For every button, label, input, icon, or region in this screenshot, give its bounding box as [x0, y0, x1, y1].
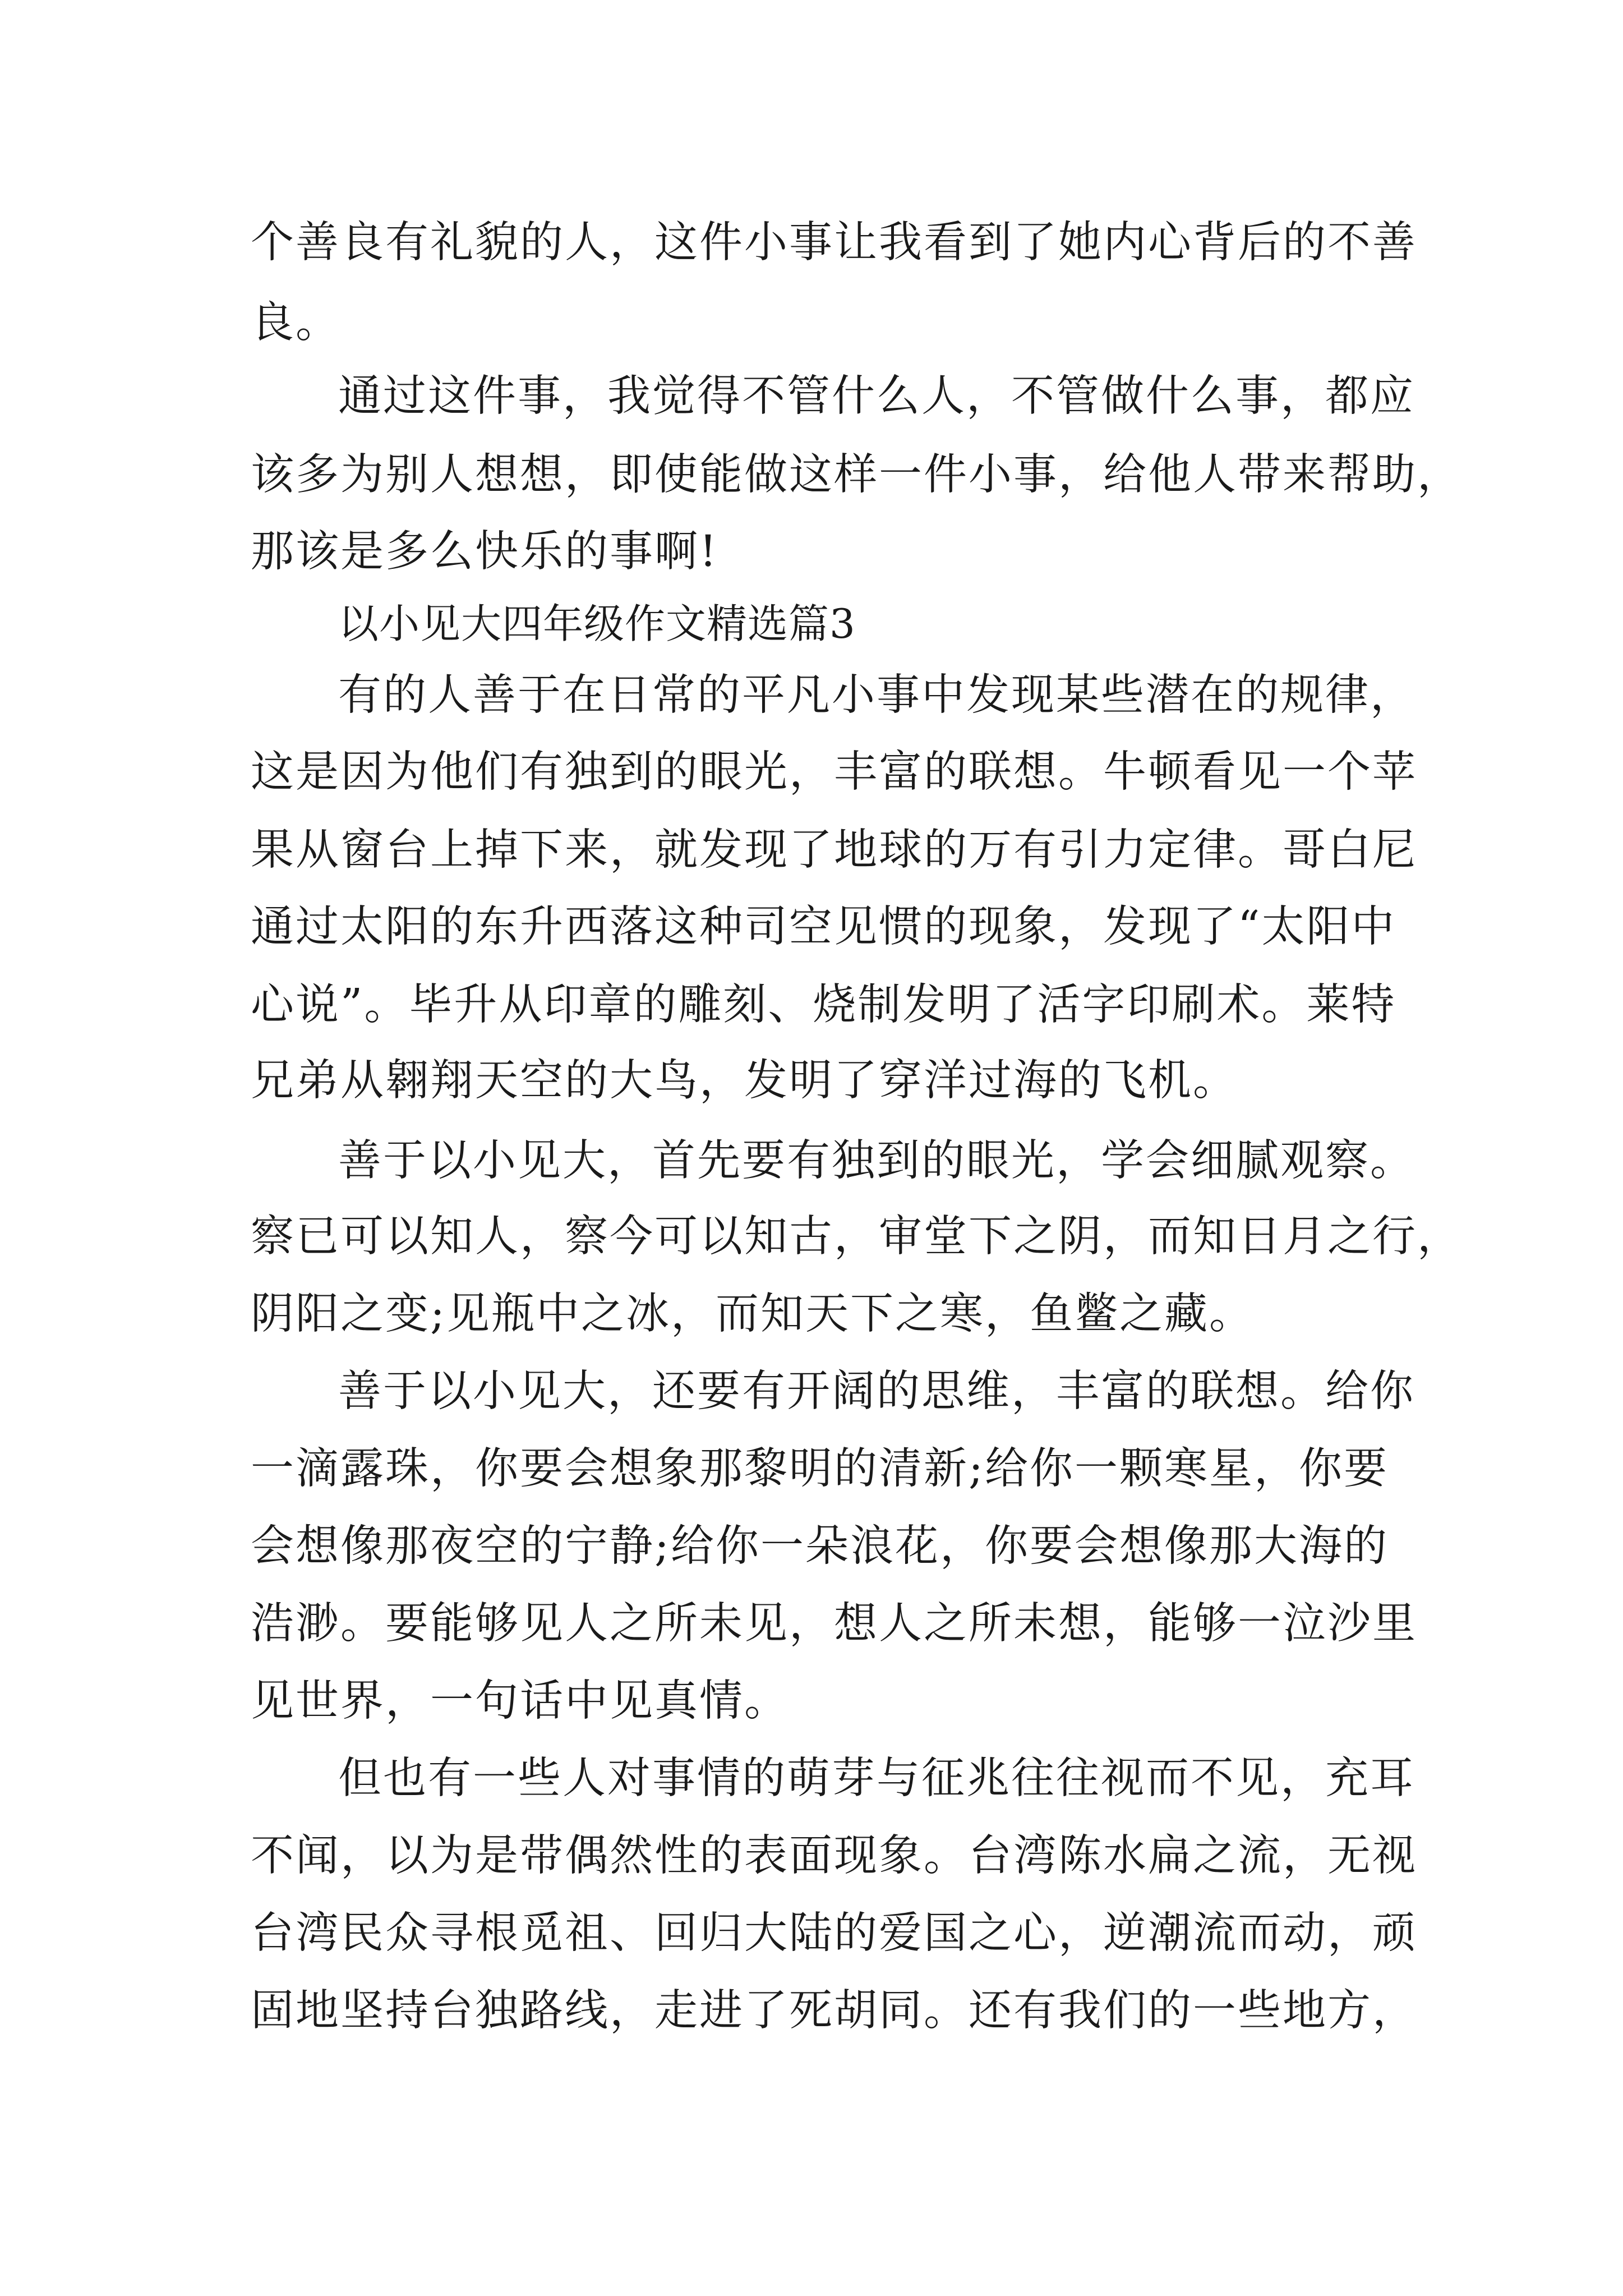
- text-line: 该多为别人想想，即使能做这样一件小事，给他人带来帮助，: [251, 450, 1462, 500]
- text-line: 善于以小见大，还要有开阔的思维，丰富的联想。给你: [338, 1366, 1415, 1416]
- text-line: 阴阳之变;见瓶中之冰，而知天下之寒，鱼鳖之藏。: [251, 1289, 1254, 1339]
- text-line: 会想像那夜空的宁静;给你一朵浪花，你要会想像那大海的: [251, 1521, 1389, 1571]
- text-line: 一滴露珠，你要会想象那黎明的清新;给你一颗寒星，你要: [251, 1444, 1389, 1494]
- text-line: 见世界，一句话中见真情。: [251, 1676, 789, 1726]
- text-line: 那该是多么快乐的事啊!: [251, 527, 718, 577]
- text-line: 这是因为他们有独到的眼光，丰富的联想。牛顿看见一个苹: [251, 747, 1417, 797]
- text-line: 浩渺。要能够见人之所未见，想人之所未想，能够一泣沙里: [251, 1599, 1417, 1649]
- text-line: 兄弟从翱翔天空的大鸟，发明了穿洋过海的飞机。: [251, 1056, 1238, 1106]
- text-line: 果从窗台上掉下来，就发现了地球的万有引力定律。哥白尼: [251, 825, 1417, 875]
- text-line: 但也有一些人对事情的萌芽与征兆往往视而不见，充耳: [338, 1754, 1415, 1803]
- text-line: 固地坚持台独路线，走进了死胡同。还有我们的一些地方，: [251, 1986, 1417, 2036]
- text-line: 个善良有礼貌的人，这件小事让我看到了她内心背后的不善: [251, 218, 1417, 268]
- text-line: 善于以小见大，首先要有独到的眼光，学会细腻观察。: [338, 1136, 1415, 1186]
- section-heading: 以小见大四年级作文精选篇3: [338, 600, 856, 647]
- text-line: 有的人善于在日常的平凡小事中发现某些潜在的规律，: [338, 670, 1415, 720]
- text-line: 台湾民众寻根觅祖、回归大陆的爱国之心，逆潮流而动，顽: [251, 1908, 1417, 1958]
- text-line: 察已可以知人，察今可以知古，审堂下之阴，而知日月之行，: [251, 1212, 1462, 1262]
- text-line: 不闻，以为是带偶然性的表面现象。台湾陈水扁之流，无视: [251, 1831, 1417, 1881]
- text-line: 通过太阳的东升西落这种司空见惯的现象，发现了“太阳中: [251, 902, 1396, 952]
- text-line: 良。: [251, 298, 340, 348]
- text-line: 心说”。毕升从印章的雕刻、烧制发明了活字印刷术。莱特: [251, 980, 1396, 1030]
- text-line: 通过这件事，我觉得不管什么人，不管做什么事，都应: [338, 371, 1415, 421]
